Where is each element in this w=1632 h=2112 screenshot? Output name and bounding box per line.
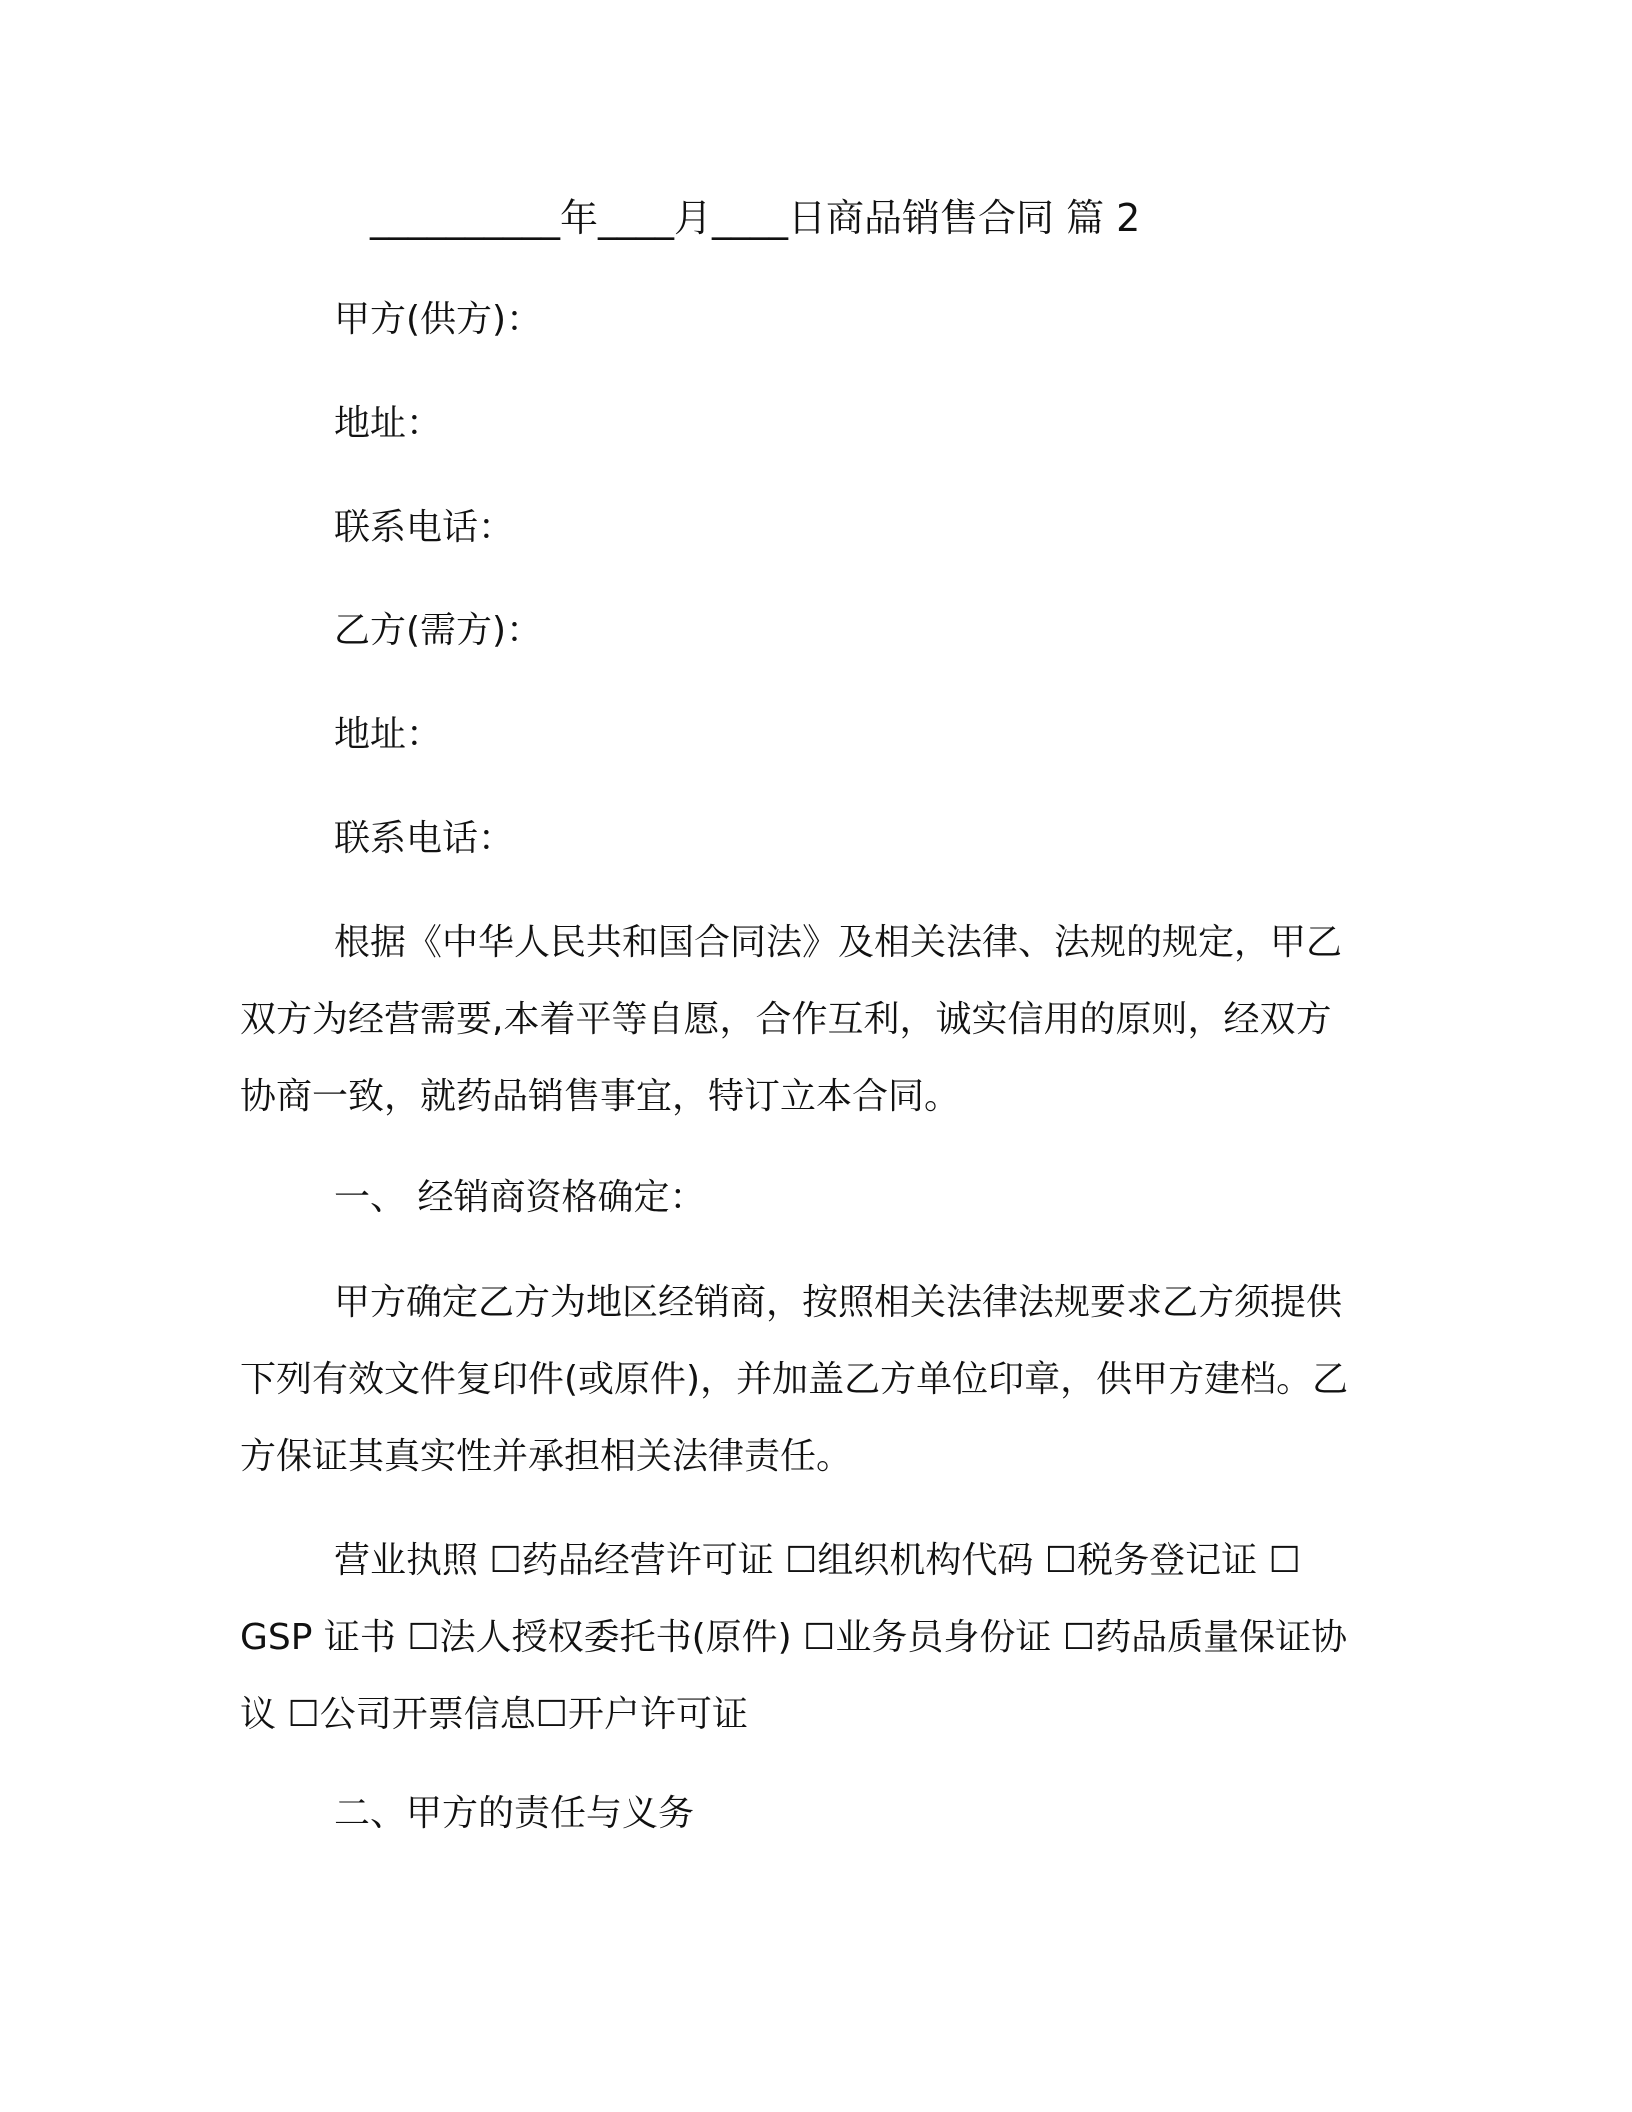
section-2-heading: 二、甲方的责任与义务 — [334, 1793, 695, 1834]
checklist-line: 营业执照 ☐药品经营许可证 ☐组织机构代码 ☐税务登记证 ☐ — [334, 1540, 1301, 1581]
party-b-phone: 联系电话： — [334, 818, 515, 859]
section-1-heading: 一、 经销商资格确定： — [334, 1177, 706, 1218]
body-line: 下列有效文件复印件(或原件)，并加盖乙方单位印章，供甲方建档。乙 — [240, 1359, 1349, 1400]
intro-line: 双方为经营需要,本着平等自愿，合作互利，诚实信用的原则，经双方 — [240, 999, 1332, 1040]
document-title: __________年____月____日商品销售合同 篇 2 — [370, 196, 1141, 240]
party-b-label: 乙方(需方)： — [334, 610, 543, 651]
party-b-address: 地址： — [334, 714, 443, 755]
checklist-line: 议 ☐公司开票信息☐开户许可证 — [240, 1694, 748, 1735]
party-a-phone: 联系电话： — [334, 507, 515, 548]
body-line: 甲方确定乙方为地区经销商，按照相关法律法规要求乙方须提供 — [334, 1282, 1343, 1323]
intro-line: 协商一致，就药品销售事宜，特订立本合同。 — [240, 1076, 961, 1117]
party-a-label: 甲方(供方)： — [334, 299, 543, 340]
body-line: 方保证其真实性并承担相关法律责任。 — [240, 1436, 853, 1477]
document-checklist — [240, 1522, 1400, 1753]
checklist-line: GSP 证书 ☐法人授权委托书(原件) ☐业务员身份证 ☐药品质量保证协 — [240, 1617, 1348, 1658]
section-1-body — [240, 1264, 1400, 1495]
intro-line: 根据《中华人民共和国合同法》及相关法律、法规的规定，甲乙 — [334, 922, 1343, 963]
intro-paragraph — [240, 904, 1400, 1135]
party-a-address: 地址： — [334, 403, 443, 444]
